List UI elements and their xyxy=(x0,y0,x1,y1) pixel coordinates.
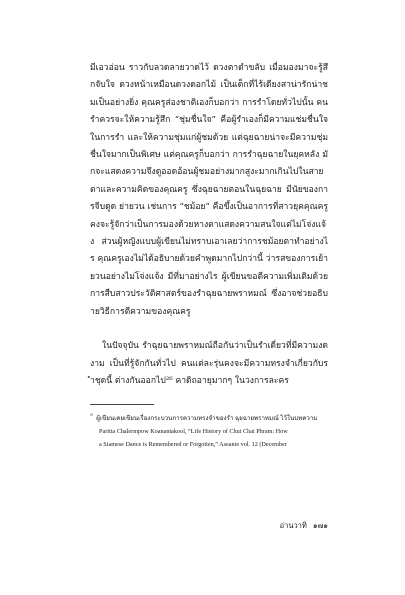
page-footer xyxy=(280,520,328,532)
journal-name: อ่านวาทิ xyxy=(279,521,307,530)
footnote-line-3: a Siamese Dance is Remembered or Forgotten,” Aseanie vol. 12 (December xyxy=(99,440,287,448)
footnote-line-1 xyxy=(90,411,328,426)
footnote-number: ²⁶ xyxy=(90,414,94,420)
body-paragraph-1: มีเอวอ่อน ราวกับลวดลายวาดไว้ ดวงตาดำขลับ เมื่อมองมาจะรู้สึกจับใจ ดวงหน้าเหมือนดวงดอกไม้ เป็นเด็กที่ไร้เดียงสาน่ารักน่าชมเป็นอย่างยิ่ง คุณครูส่องชาติเองก็บอกว่า การรำโดยทั่วไปนั้น คนรำควรจะให้ความรู้สึก “ชุ่มชื่นใจ” คือผู้รำเองก็มีความแช่มชื่นใจในการรำ และให้ความชุ่มแก่ผู้ชมด้วย แต่ฉุยฉายน่าจะมีความชุ่มชื่นใจมากเป็นพิเศษ แต่คุณครูก็บอกว่า การรำฉุยฉายในยุคหลัง มักจะแสดงความจึงดูออดอ้อนผู้ชมอย่างมากสูงะมากเกินไปในสายตาและความคิดของคุณครู ซึ่งฉุยฉายตอนในฉุยฉาย มีนัยของการจีบดูด ย่ายวน เช่นการ “ชม้อย” คือขึ้งเป็นอาการที่สาวยุคคุณครูคงจะรู้จักว่าเป็นการมองด้วยหางตาแสดงความสนใจแต่ไม่โจ่งแจ้ง ส่วนผู้หญิงแบบผู้เขียนไม่ทราบเอาเลยว่าการชม้อยตาทำอย่างไร คุณครูเองไม่ได้อธิบายด้วยคำพูดมากไปกว่านี้ ว่ารสของการเย้ายวนอย่างไม่โจ่งแจ้ง มีที่มาอย่างไร ผู้เขียนขอตีความเพิ่มเติมด้วยการสืบสาวประวัติศาสตร์ของรำฉุยฉายพราหมณ์ ซึ่งอาจช่วยอธิบายวิธีการตีความของคุณครู xyxy=(90,63,328,317)
page-number: ๑๗๑ xyxy=(312,521,328,530)
footnote xyxy=(90,411,328,451)
footnote-line-2: Paritta Chalermpow Koanantakool, “Life History of Chui Chai Phram: How xyxy=(99,427,288,435)
footnote-line-1-text: ผู้เขียนเคยเขียนเรื่องกระบวนการความทรงจำของรำ ฉุยฉายพราหมณ์ ไว้ในบทความ xyxy=(96,415,318,423)
body-paragraph-2: ในปัจจุบัน รำฉุยฉายพราหมณ์ถือกันว่าเป็นรำเดี่ยวที่มีความงดงาม เป็นที่รู้จักกันทั่วไป คนแต่ละรุ่นคงจะมีความทรงจำเกี่ยวกับรำชุดนี้ ต่างกันออกไป²⁶ คาดิถอายุมากๆ ในวงการละคร xyxy=(90,341,328,386)
document-page xyxy=(90,60,328,560)
footnote-divider xyxy=(90,404,154,405)
